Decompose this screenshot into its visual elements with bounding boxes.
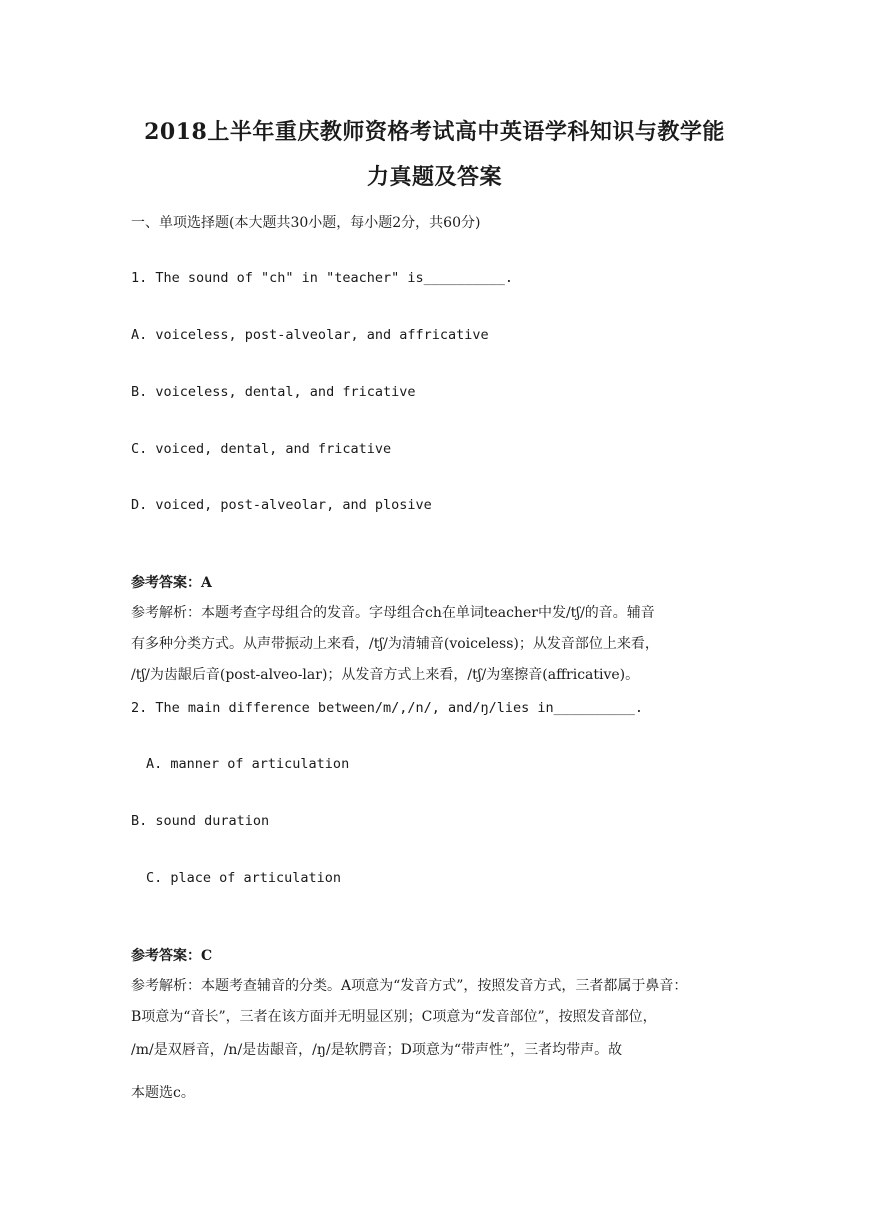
question-1-answer: 参考答案：A (131, 575, 212, 591)
question-1-option-a: A. voiceless, post-alveolar, and affricative (131, 327, 489, 343)
question-2-analysis-line: 本题选c。 (131, 1085, 195, 1101)
question-1-option-c: C. voiced, dental, and fricative (131, 441, 392, 457)
question-1-option-d: D. voiced, post-alveolar, and plosive (131, 497, 432, 513)
question-2-option-b: B. sound duration (131, 813, 270, 829)
question-1-stem: 1. The sound of "ch" in "teacher" is__________. (131, 270, 514, 286)
question-1-analysis-line: 有多种分类方式。从声带振动上来看，/tʃ/为清辅音(voiceless)；从发音部位上来看， (131, 636, 659, 652)
question-2-option-a: A. manner of articulation (146, 756, 350, 772)
question-2-answer: 参考答案：C (131, 948, 213, 964)
section-heading: 一、单项选择题(本大题共30小题，每小题2分，共60分) (131, 215, 481, 231)
document-title-line-2: 力真题及答案 (366, 164, 502, 190)
question-2-analysis-line: /m/是双唇音，/n/是齿龈音，/ŋ/是软腭音；D项意为“带声性”，三者均带声。故 (131, 1042, 623, 1058)
question-2-analysis-line: B项意为“音长”，三者在该方面并无明显区别；C项意为“发音部位”，按照发音部位， (131, 1009, 657, 1025)
question-2-analysis-line: 参考解析：本题考查辅音的分类。A项意为“发音方式”，按照发音方式，三者都属于鼻音： (131, 978, 688, 994)
question-2-stem: 2. The main difference between/m/,/n/, and/ŋ/lies in__________. (131, 700, 644, 716)
document-title-line-1: 2018上半年重庆教师资格考试高中英语学科知识与教学能 (144, 119, 725, 145)
question-2-option-c: C. place of articulation (146, 870, 342, 886)
question-1-analysis-line: /tʃ/为齿龈后音(post-alveo-lar)；从发音方式上来看，/tʃ/为塞擦音(affricative)。 (131, 667, 640, 683)
question-1-option-b: B. voiceless, dental, and fricative (131, 384, 416, 400)
question-1-analysis-line: 参考解析：本题考查字母组合的发音。字母组合ch在单词teacher中发/tʃ/的音。辅音 (131, 605, 655, 621)
